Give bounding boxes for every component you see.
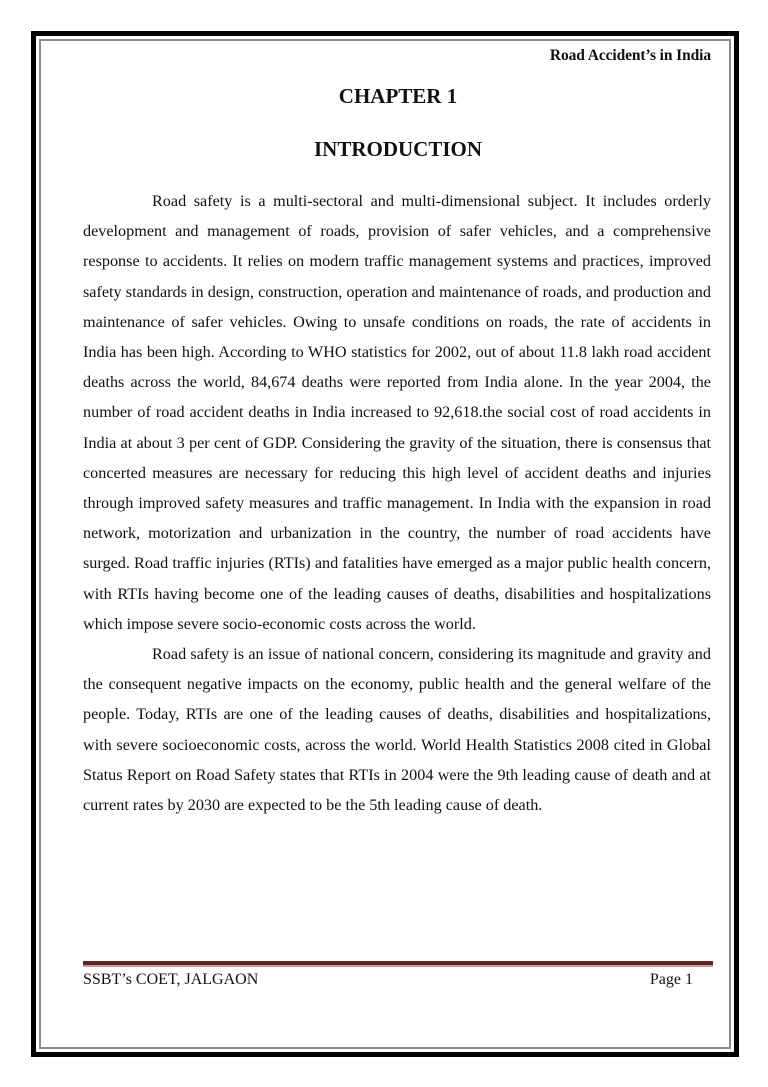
page-number: Page 1 [649, 971, 693, 988]
paragraph-2: Road safety is an issue of national concern, considering its magnitude and gravity and the consequent negative impacts on the economy, public health and the general welfare of the people. Today, RTIs are one of the leading causes of deaths, disabilities and hospitalizations, with severe socioeconomic costs, across the world. World Health Statistics 2008 cited in Global Status Report on Road Safety states that RTIs in 2004 were the 9th leading cause of death and at current rates by 2030 are expected to be the 5th leading cause of death. [83, 645, 711, 815]
chapter-number: CHAPTER 1 [338, 84, 458, 108]
footer-institution: SSBT’s COET, JALGAON [83, 971, 259, 988]
chapter-title: INTRODUCTION [313, 137, 483, 161]
body-text [83, 186, 711, 820]
footer-rule-accent [83, 965, 713, 967]
running-header: Road Accident’s in India [549, 47, 711, 64]
paragraph-1: Road safety is a multi-sectoral and multi-dimensional subject. It includes orderly development and management of roads, provision of safer vehicles, and a comprehensive response to accidents. It relies on modern traffic management systems and practices, improved safety standards in design, construction, operation and maintenance of roads, and production and maintenance of safer vehicles. Owing to unsafe conditions on roads, the rate of accidents in India has been high. According to WHO statistics for 2002, out of about 11.8 lakh road accident deaths across the world, 84,674 deaths were reported from India alone. In the year 2004, the number of road accident deaths in India increased to 92,618.the social cost of road accidents in India at about 3 per cent of GDP. Considering the gravity of the situation, there is consensus that concerted measures are necessary for reducing this high level of accident deaths and injuries through improved safety measures and traffic management. In India with the expansion in road network, motorization and urbanization in the country, the number of road accidents have surged. Road traffic injuries (RTIs) and fatalities have emerged as a major public health concern, with RTIs having become one of the leading causes of deaths, disabilities and hospitalizations which impose severe socio-economic costs across the world. [83, 192, 711, 633]
